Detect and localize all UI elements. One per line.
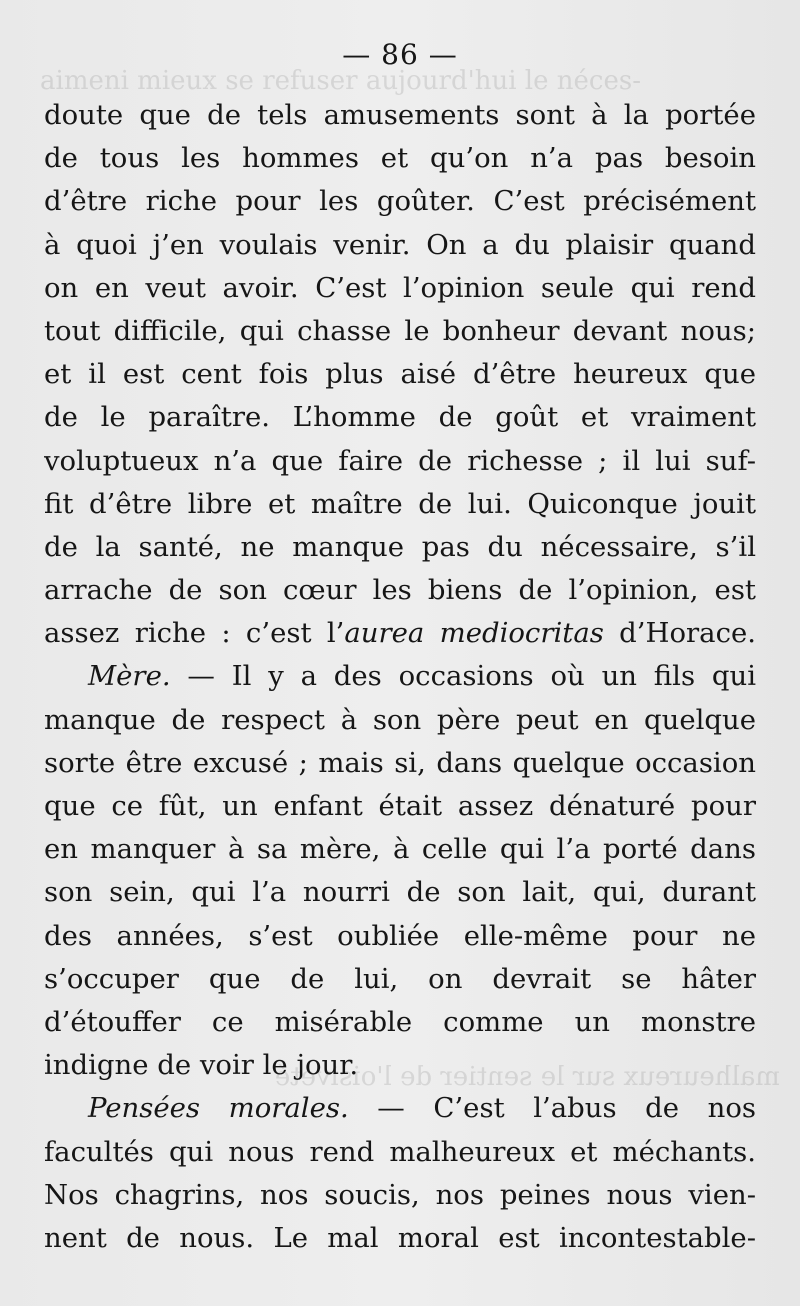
text-segment: assez riche : c’est l’ bbox=[44, 617, 345, 650]
text-segment: tout difficile, qui chasse le bonheur devant nous; bbox=[44, 314, 756, 347]
body-text bbox=[44, 94, 756, 1260]
bleed-through-text-top: aimeni mieux se refuser aujourd'hui le néces- bbox=[40, 66, 641, 96]
page-number: — 86 — bbox=[342, 38, 458, 71]
text-line bbox=[44, 871, 756, 914]
text-segment: des années, s’est oubliée elle-même pour ne bbox=[44, 919, 756, 952]
text-segment: Nos chagrins, nos soucis, nos peines nous vien- bbox=[44, 1178, 756, 1211]
text-line bbox=[44, 958, 756, 1001]
text-segment: son sein, qui l’a nourri de son lait, qui, durant bbox=[44, 876, 756, 909]
text-line bbox=[44, 1217, 756, 1260]
text-line bbox=[44, 94, 756, 137]
text-line bbox=[44, 180, 756, 223]
text-segment: d’étouffer ce misérable comme un monstre bbox=[44, 1005, 756, 1038]
text-line bbox=[44, 1001, 756, 1044]
italic-text-segment: Mère. bbox=[88, 660, 171, 693]
text-line bbox=[44, 440, 756, 483]
text-segment: que ce fût, un enfant était assez dénaturé pour bbox=[44, 790, 756, 822]
text-segment: à quoi j’en voulais venir. On a du plaisir quand bbox=[44, 228, 756, 261]
text-line bbox=[44, 526, 756, 569]
text-segment: sorte être excusé ; mais si, dans quelque occasion bbox=[44, 746, 756, 779]
text-line bbox=[44, 396, 756, 439]
text-line bbox=[44, 353, 756, 396]
text-segment: de la santé, ne manque pas du nécessaire, s’il bbox=[44, 530, 756, 563]
text-segment: d’Horace. bbox=[603, 617, 756, 650]
text-line bbox=[44, 915, 756, 958]
text-segment: facultés qui nous rend malheureux et méchants. bbox=[44, 1135, 756, 1168]
text-segment: on en veut avoir. C’est l’opinion seule qui rend bbox=[44, 271, 756, 304]
text-line bbox=[44, 137, 756, 180]
italic-text-segment: aurea mediocritas bbox=[344, 617, 604, 650]
text-segment: fit d’être libre et maître de lui. Quiconque jouit bbox=[44, 487, 756, 520]
text-segment: de tous les hommes et qu’on n’a pas besoin bbox=[44, 142, 756, 175]
bleed-through-text-mid: malheureux sur le sentier de l'oisiveté bbox=[274, 1062, 780, 1092]
text-line bbox=[44, 569, 756, 612]
text-line bbox=[44, 1174, 756, 1217]
text-segment: s’occuper que de lui, on devrait se hâter bbox=[44, 962, 756, 995]
text-segment: indigne de voir le jour. bbox=[44, 1049, 359, 1082]
text-line bbox=[44, 1044, 756, 1087]
italic-text-segment: Pensées morales. bbox=[88, 1092, 349, 1125]
text-segment: nent de nous. Le mal moral est incontestable- bbox=[44, 1221, 756, 1254]
text-segment: et il est cent fois plus aisé d’être heureux que bbox=[44, 358, 756, 391]
text-line bbox=[44, 655, 756, 698]
text-segment: doute que de tels amusements sont à la portée bbox=[44, 99, 756, 131]
text-line bbox=[44, 699, 756, 742]
text-segment: de le paraître. L’homme de goût et vraiment bbox=[44, 401, 756, 434]
text-line bbox=[44, 742, 756, 785]
text-segment: voluptueux n’a que faire de richesse ; il lui suf- bbox=[44, 444, 756, 477]
text-line bbox=[44, 1087, 756, 1130]
text-line bbox=[44, 483, 756, 526]
text-line bbox=[44, 267, 756, 310]
text-line bbox=[44, 1131, 756, 1174]
text-segment: manque de respect à son père peut en quelque bbox=[44, 703, 756, 736]
text-line bbox=[44, 310, 756, 353]
text-segment: d’être riche pour les goûter. C’est précisément bbox=[44, 185, 756, 218]
text-line bbox=[44, 612, 756, 655]
text-line bbox=[44, 828, 756, 871]
text-segment: — C’est l’abus de nos bbox=[348, 1092, 756, 1125]
text-segment: arrache de son cœur les biens de l’opinion, est bbox=[44, 574, 756, 607]
text-segment: — Il y a des occasions où un fils qui bbox=[170, 660, 756, 693]
text-line bbox=[44, 224, 756, 267]
text-segment: en manquer à sa mère, à celle qui l’a porté dans bbox=[44, 833, 756, 866]
text-line bbox=[44, 785, 756, 828]
